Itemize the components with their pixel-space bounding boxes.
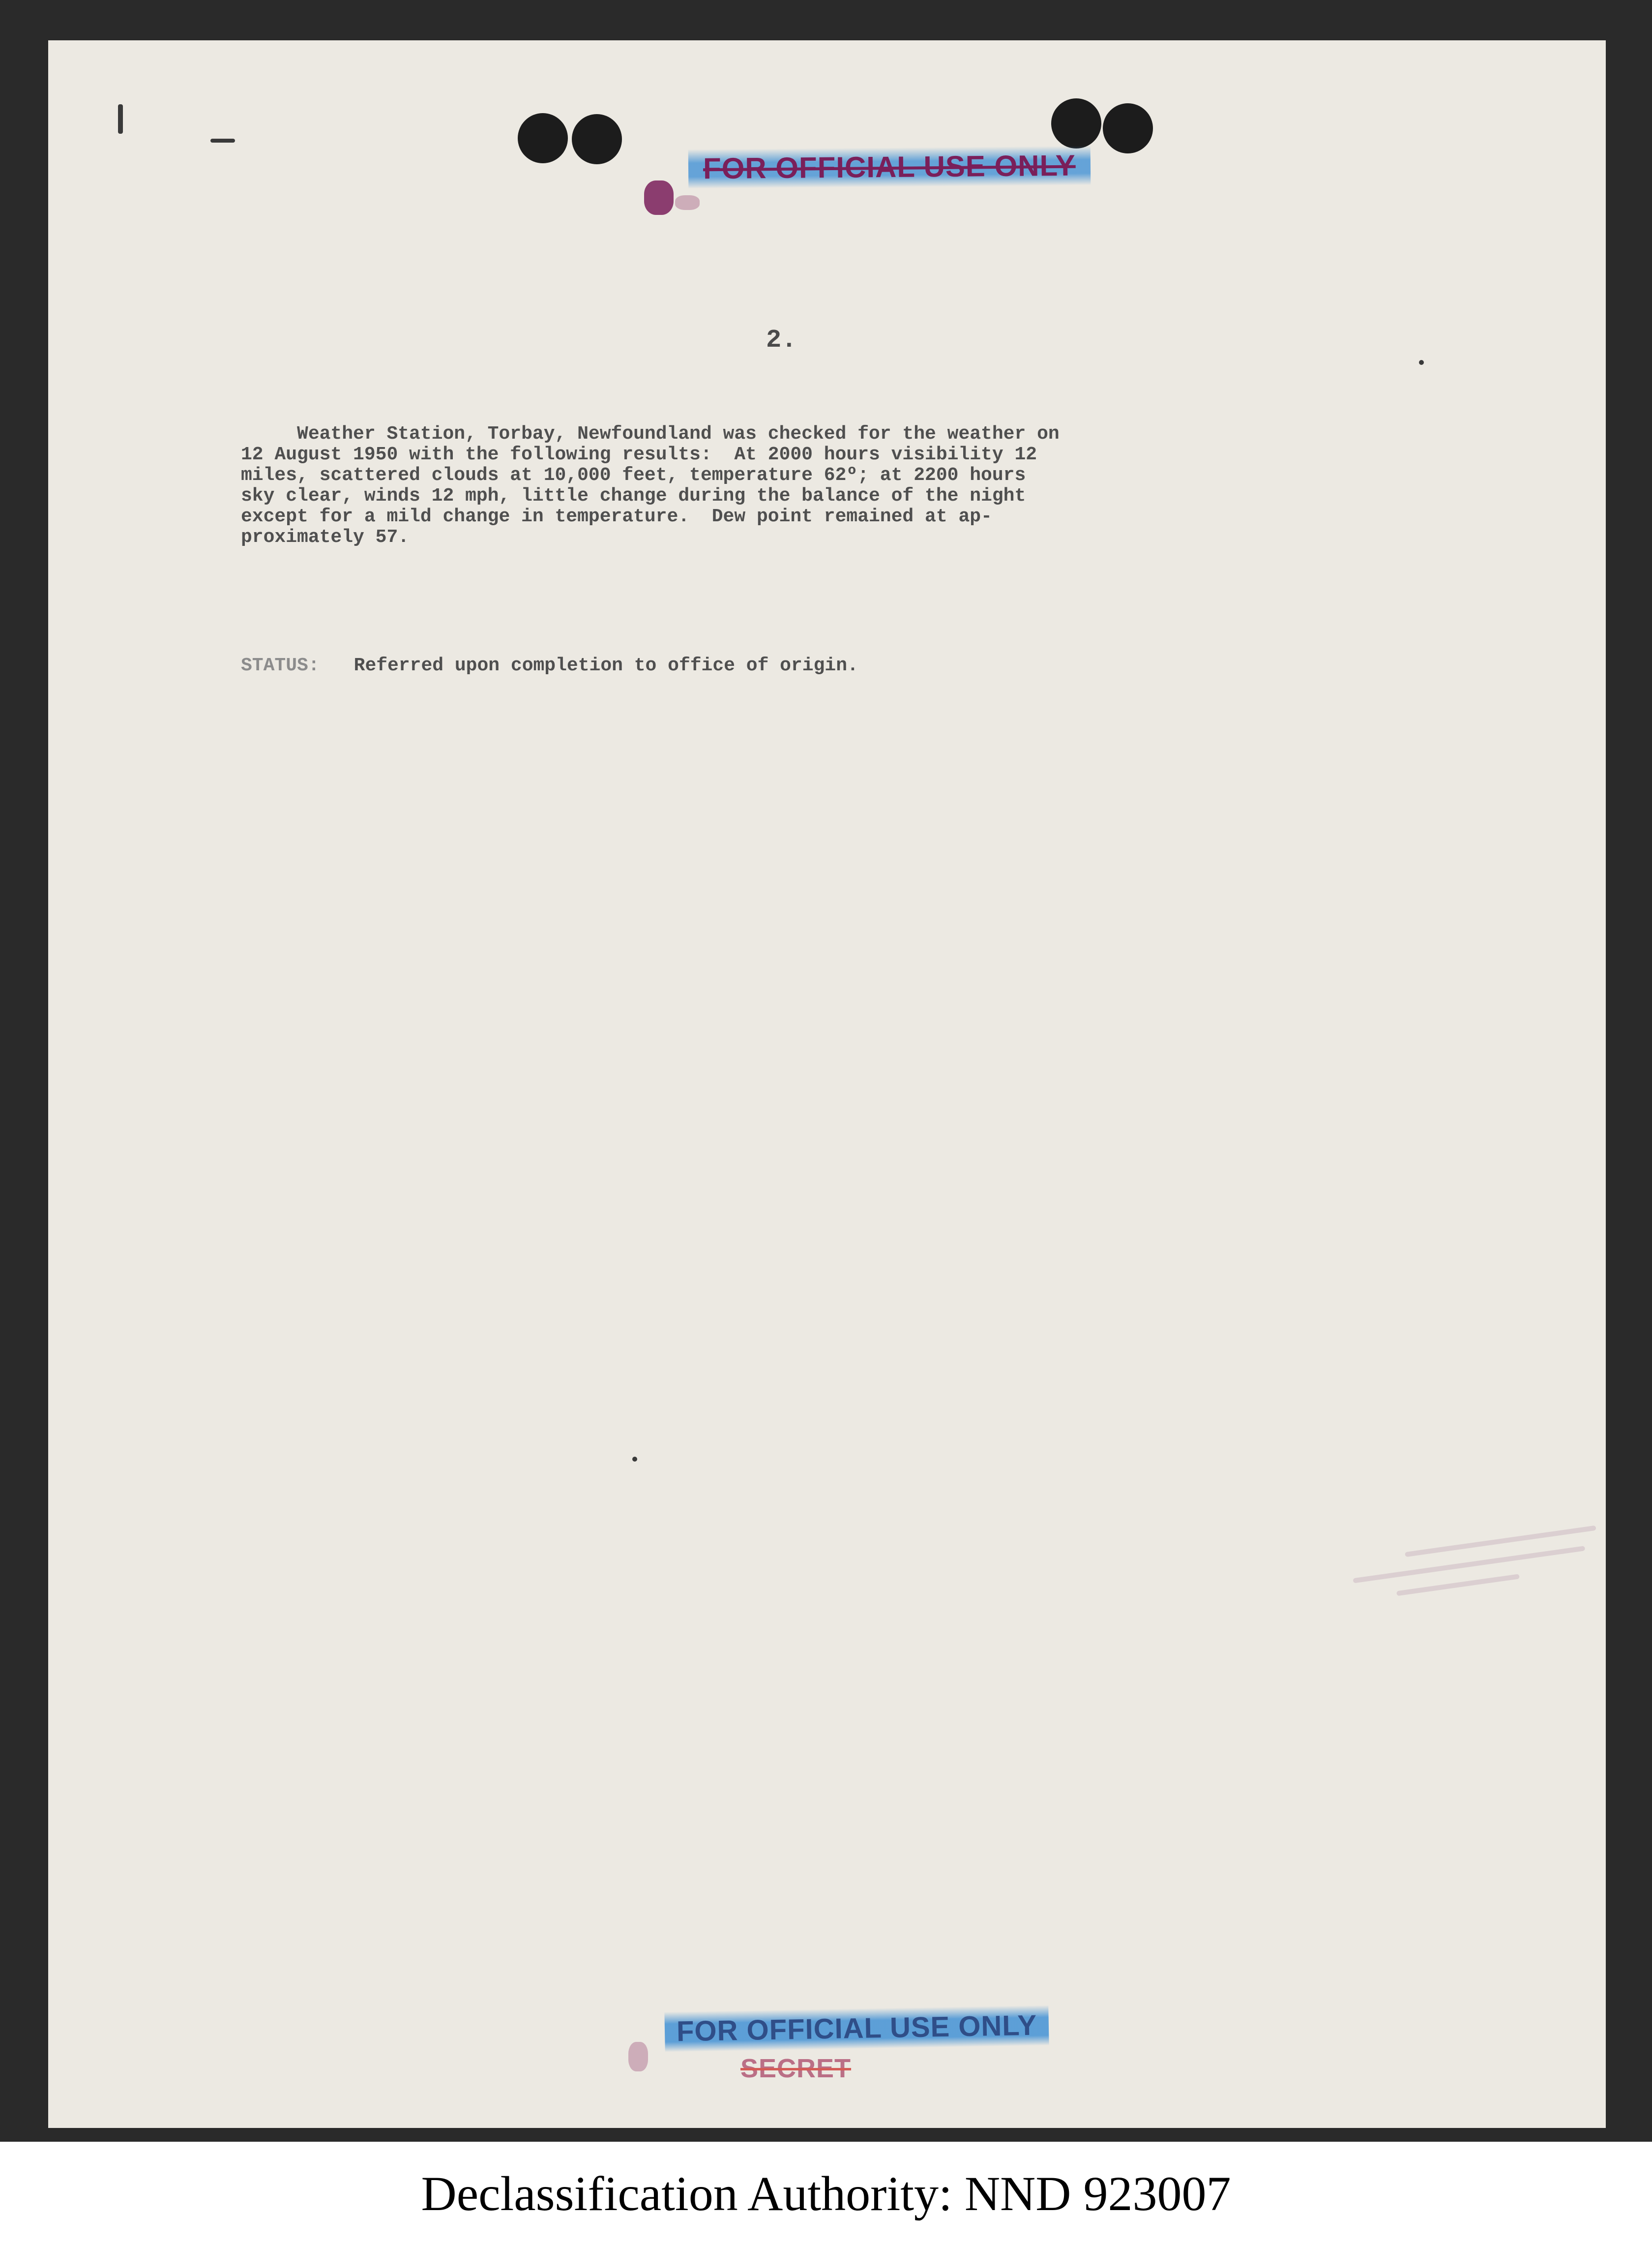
secret-stamp: SECRET [740,2054,852,2083]
ink-dot [632,1457,637,1462]
punch-hole [1051,98,1101,149]
document-page [48,40,1606,2128]
status-label: STATUS: [241,655,320,676]
pencil-mark [118,104,123,134]
page-number: 2. [766,326,797,355]
stamp-smudge [644,180,674,215]
stamp-smudge [628,2042,648,2071]
stamp-smudge [675,195,700,210]
pencil-mark [210,139,235,143]
official-use-stamp-bottom: FOR OFFICIAL USE ONLY [664,2005,1049,2052]
status-line [241,655,858,676]
punch-hole [1103,103,1153,153]
declassification-caption: Declassification Authority: NND 923007 [421,2166,1231,2221]
status-text: Referred upon completion to office of origin. [354,655,858,676]
ink-dot [1419,360,1424,365]
official-use-stamp-top: FOR OFFICIAL USE ONLY [688,146,1091,188]
faint-handwritten-note [1321,1512,1607,1647]
punch-hole [518,113,568,163]
punch-hole [572,114,622,164]
report-paragraph: Weather Station, Torbay, Newfoundland was checked for the weather on 12 August 1950 with the following results: At 2000 hours visibility 12 miles, scattered clouds at 10,000 feet, temperature 62º; at 2200 hours sky clear, winds 12 mph, little change during the balance of the night except for a mild change in temperature. Dew point remained at ap- proximately 57. [241,423,1060,548]
